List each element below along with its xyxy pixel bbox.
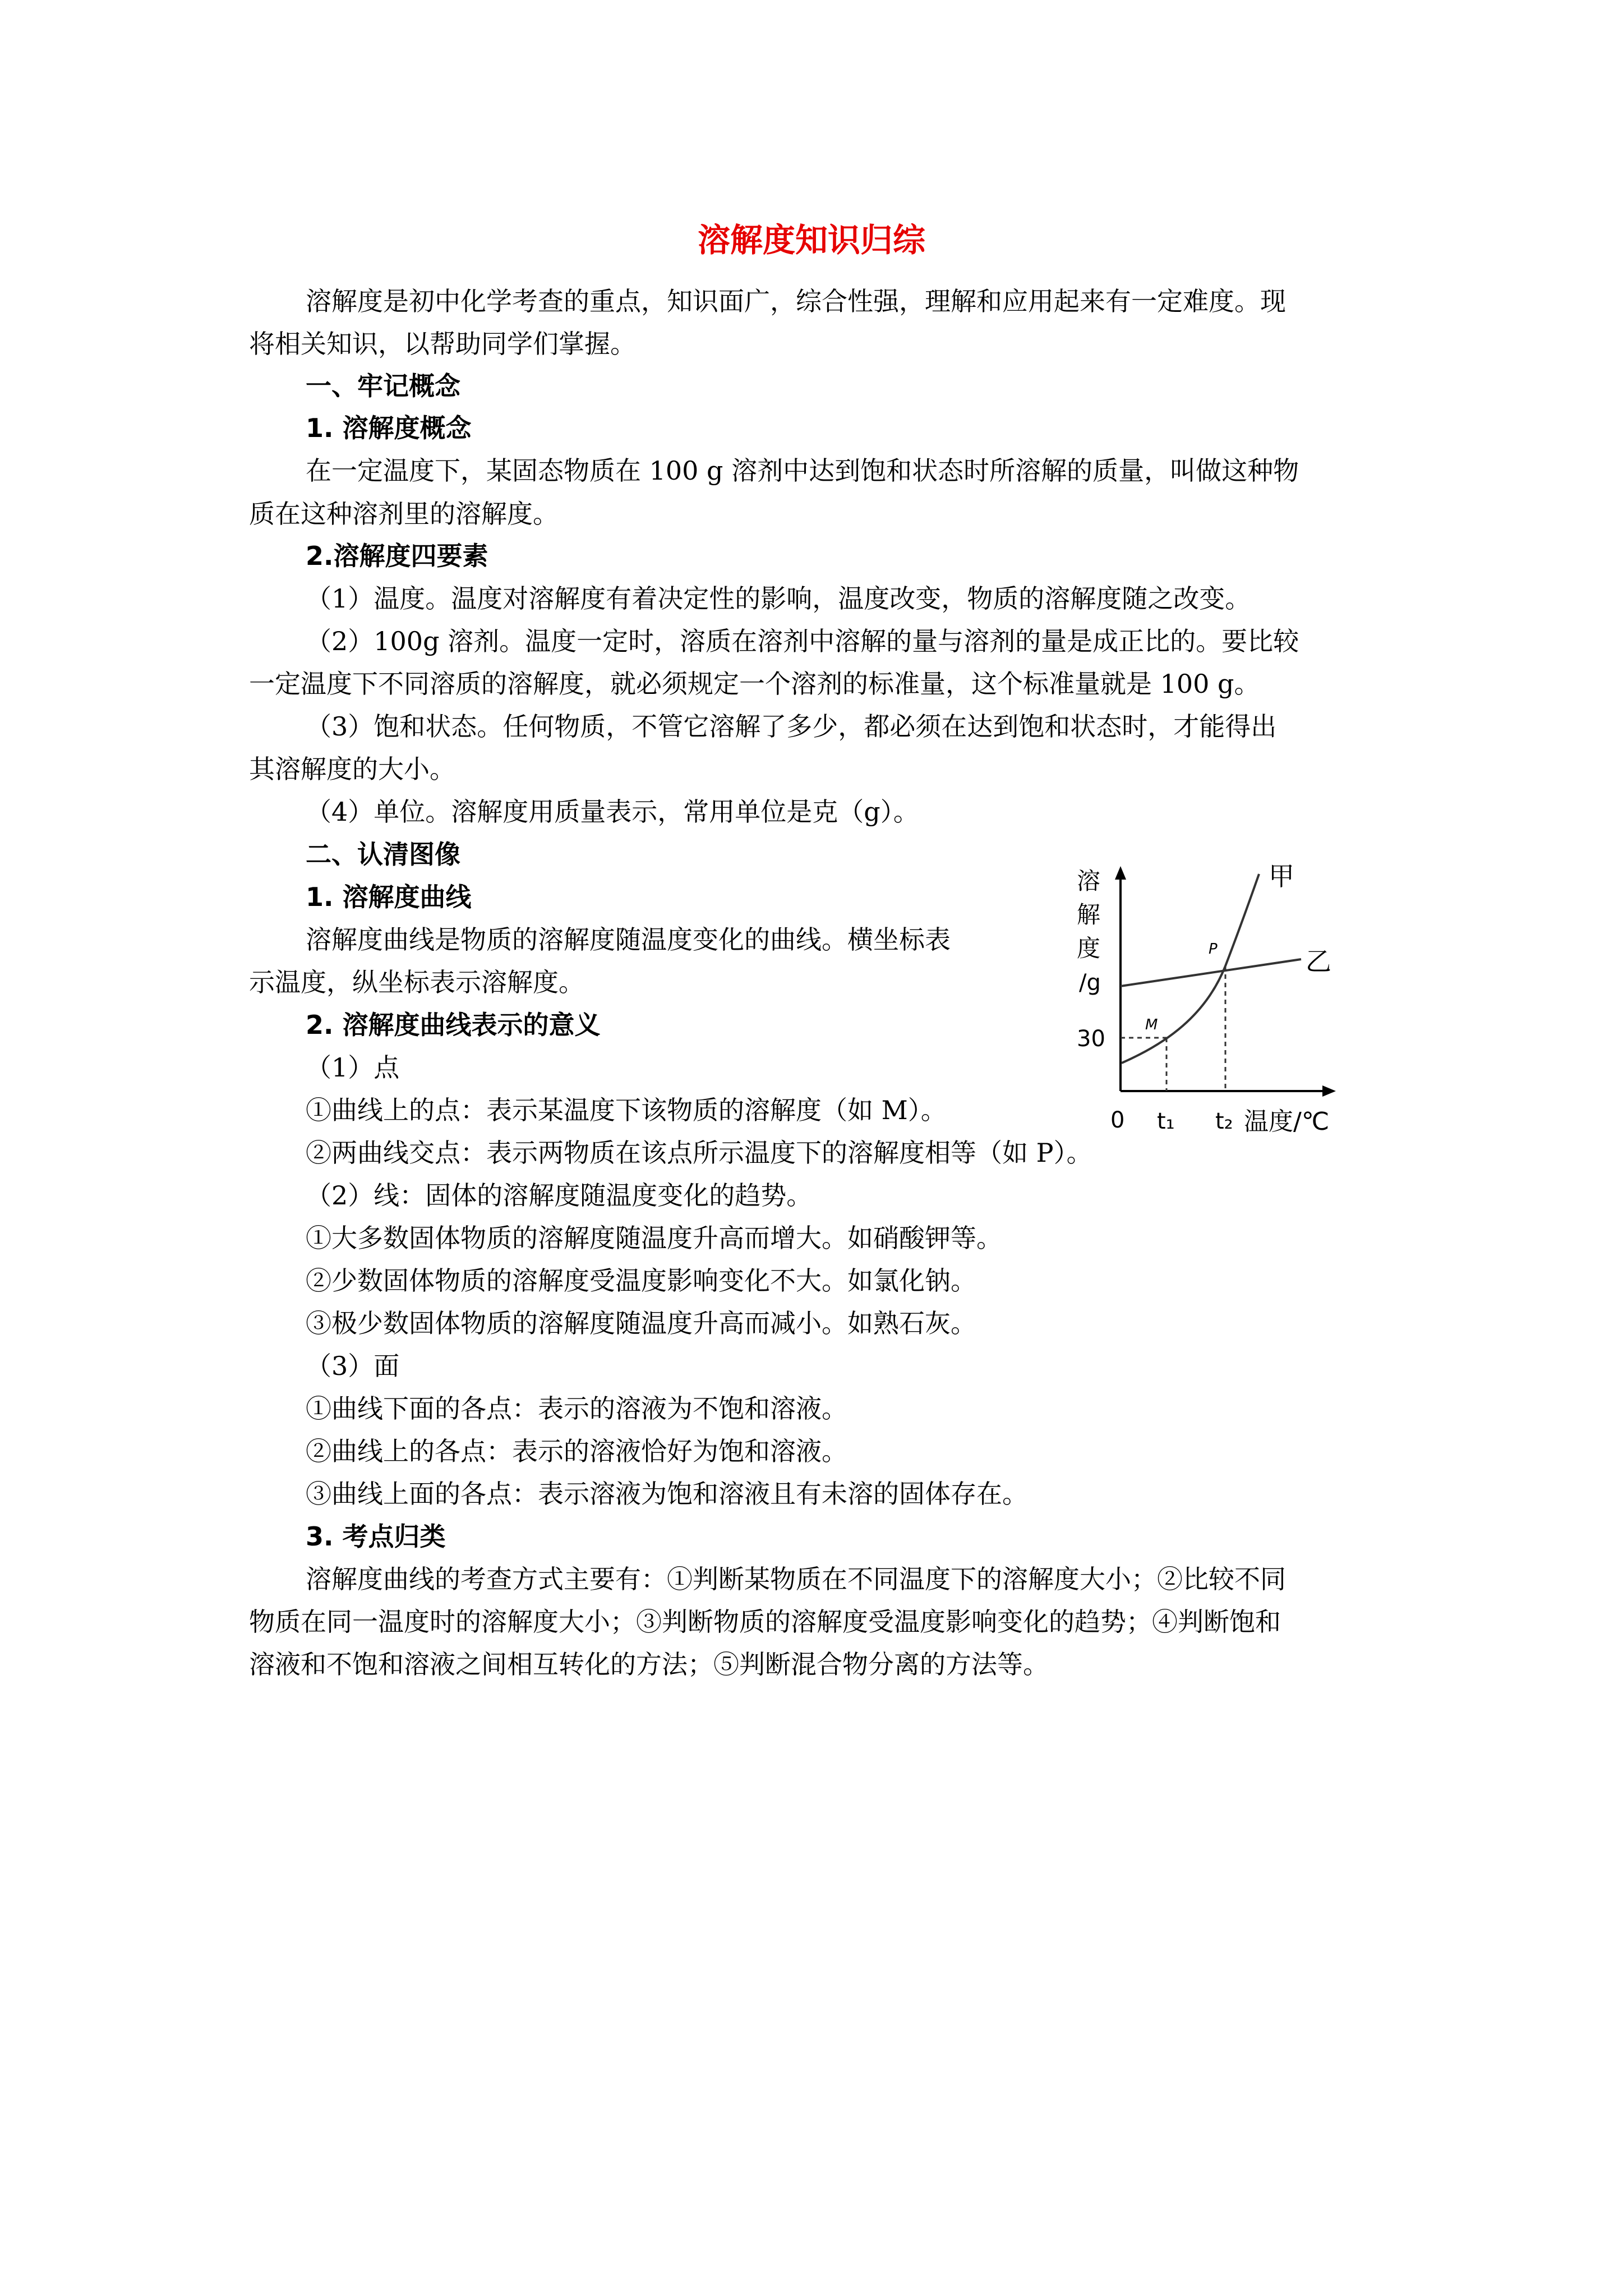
page-title: 溶解度知识归综 [697, 221, 925, 259]
section-2-2-heading: 2. 溶解度曲线表示的意义 [306, 1010, 601, 1040]
point-m-label: M [1145, 1016, 1158, 1033]
y-axis-label-1: 溶 [1077, 867, 1101, 895]
y-axis-label-4: /g [1079, 970, 1101, 996]
exam-line-2: 物质在同一温度时的溶解度大小；③判断物质的溶解度受温度影响变化的趋势；④判断饱和 [249, 1607, 1281, 1637]
element-1: （1）温度。温度对溶解度有着决定性的影响，温度改变，物质的溶解度随之改变。 [306, 583, 1251, 614]
area-item-1: ①曲线下面的各点：表示的溶液为不饱和溶液。 [306, 1393, 847, 1424]
x-axis-label: 温度/℃ [1244, 1107, 1330, 1136]
series-yi-label: 乙 [1306, 946, 1331, 977]
section-2-heading: 二、认清图像 [306, 839, 460, 869]
curve-desc-line-1: 溶解度曲线是物质的溶解度随温度变化的曲线。横坐标表 [306, 924, 951, 955]
section-2-3-heading: 3. 考点归类 [306, 1521, 446, 1552]
area-item-3: ③曲线上面的各点：表示溶液为饱和溶液且有未溶的固体存在。 [306, 1479, 1028, 1509]
section-1-1-heading: 1. 溶解度概念 [306, 413, 472, 443]
series-jia-label: 甲 [1269, 861, 1294, 891]
point-item-2: ②两曲线交点：表示两物质在该点所示温度下的溶解度相等（如 P）。 [306, 1138, 1092, 1168]
element-3-line-1: （3）饱和状态。任何物质，不管它溶解了多少，都必须在达到饱和状态时，才能得出 [306, 711, 1277, 742]
series-yi-line [1121, 959, 1301, 986]
intro-line-1: 溶解度是初中化学考查的重点，知识面广，综合性强，理解和应用起来有一定难度。现 [306, 286, 1286, 316]
origin-label: 0 [1110, 1107, 1125, 1133]
x-axis-arrow [1322, 1085, 1336, 1097]
area-item-2: ②曲线上的各点：表示的溶液恰好为饱和溶液。 [306, 1436, 847, 1466]
element-2-line-2: 一定温度下不同溶质的溶解度，就必须规定一个溶剂的标准量，这个标准量就是 100 g。 [249, 669, 1260, 699]
section-1-heading: 一、牢记概念 [306, 371, 460, 401]
point-label: （1）点 [306, 1052, 400, 1083]
point-p-label: P [1209, 941, 1218, 958]
element-4: （4）单位。溶解度用质量表示，常用单位是克（g）。 [306, 797, 919, 827]
y-axis-arrow [1115, 866, 1126, 880]
concept-line-1: 在一定温度下，某固态物质在 100 g 溶剂中达到饱和状态时所溶解的质量，叫做这种物 [306, 455, 1299, 486]
line-item-1: ①大多数固体物质的溶解度随温度升高而增大。如硝酸钾等。 [306, 1223, 1002, 1253]
x-tick-t2: t₂ [1215, 1108, 1233, 1134]
line-item-2: ②少数固体物质的溶解度受温度影响变化不大。如氯化钠。 [306, 1266, 976, 1296]
y-tick-30: 30 [1077, 1026, 1105, 1052]
concept-line-2: 质在这种溶剂里的溶解度。 [249, 499, 559, 529]
exam-line-3: 溶液和不饱和溶液之间相互转化的方法；⑤判断混合物分离的方法等。 [249, 1649, 1049, 1680]
line-label: （2）线：固体的溶解度随温度变化的趋势。 [306, 1180, 813, 1211]
element-2-line-1: （2）100g 溶剂。温度一定时，溶质在溶剂中溶解的量与溶剂的量是成正比的。要比较 [306, 626, 1299, 656]
curve-desc-line-2: 示温度，纵坐标表示溶解度。 [249, 967, 584, 997]
solubility-curve-chart [1066, 858, 1357, 1150]
intro-line-2: 将相关知识，以帮助同学们掌握。 [249, 329, 636, 359]
area-label: （3）面 [306, 1351, 400, 1381]
x-tick-t1: t₁ [1157, 1108, 1175, 1134]
exam-line-1: 溶解度曲线的考查方式主要有：①判断某物质在不同温度下的溶解度大小；②比较不同 [306, 1564, 1286, 1594]
y-axis-label-2: 解 [1077, 901, 1101, 928]
element-3-line-2: 其溶解度的大小。 [249, 754, 455, 784]
section-2-1-heading: 1. 溶解度曲线 [306, 882, 472, 912]
y-axis-label-3: 度 [1077, 935, 1101, 962]
section-1-2-heading: 2.溶解度四要素 [306, 541, 488, 571]
line-item-3: ③极少数固体物质的溶解度随温度升高而减小。如熟石灰。 [306, 1308, 976, 1338]
point-item-1: ①曲线上的点：表示某温度下该物质的溶解度（如 M）。 [306, 1095, 947, 1125]
